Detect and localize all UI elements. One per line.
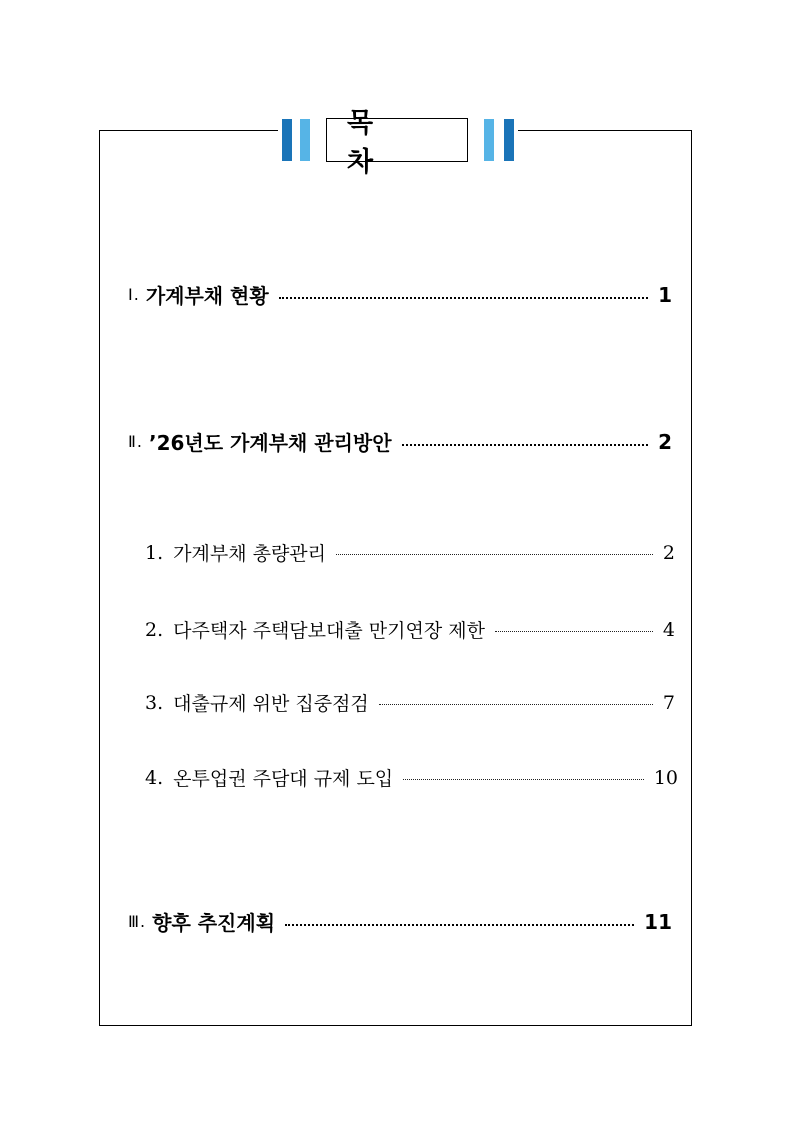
subsection-number: 3.	[145, 691, 164, 714]
subsection-page-number: 4	[662, 618, 675, 641]
title-bar-left-outer	[282, 119, 292, 161]
section-page-number: 11	[644, 909, 672, 934]
toc-title: 목 차	[326, 118, 468, 162]
title-bar-left-inner	[300, 119, 310, 161]
subsection-page-number: 10	[653, 766, 678, 789]
subsection-label: 다주택자 주택담보대출 만기연장 제한	[173, 620, 485, 642]
subsection-number: 4.	[145, 766, 164, 789]
dot-leader	[379, 704, 653, 705]
subsection-page-number: 2	[662, 541, 675, 564]
section-number: Ⅲ.	[128, 912, 147, 931]
subsection-number: 1.	[145, 541, 164, 564]
dot-leader	[279, 297, 648, 299]
section-page-number: 1	[658, 282, 672, 307]
subsection-page-number: 7	[662, 691, 675, 714]
section-number: Ⅰ.	[128, 285, 140, 304]
toc-title-banner	[278, 108, 518, 178]
subsection-label: 온투업권 주담대 규제 도입	[173, 768, 394, 790]
subsection-number: 2.	[145, 618, 164, 641]
dot-leader	[285, 924, 634, 926]
toc-subsection-2[interactable]	[145, 616, 675, 643]
title-bar-right-outer	[504, 119, 514, 161]
section-label: 향후 추진계획	[152, 911, 276, 935]
toc-subsection-4[interactable]	[145, 764, 678, 791]
section-label: ’26년도 가계부채 관리방안	[148, 431, 392, 455]
toc-section-3[interactable]	[128, 907, 672, 936]
toc-subsection-1[interactable]	[145, 539, 675, 566]
toc-section-1[interactable]	[128, 280, 672, 309]
toc-section-2[interactable]	[128, 427, 672, 456]
dot-leader	[402, 444, 649, 446]
section-label: 가계부채 현황	[145, 284, 269, 308]
section-page-number: 2	[658, 429, 672, 454]
dot-leader	[336, 554, 653, 555]
section-number: Ⅱ.	[128, 432, 143, 451]
toc-frame	[99, 130, 692, 1026]
toc-subsection-3[interactable]	[145, 689, 675, 716]
subsection-label: 가계부채 총량관리	[173, 543, 327, 565]
dot-leader	[495, 631, 653, 632]
title-bar-right-inner	[484, 119, 494, 161]
subsection-label: 대출규제 위반 집중점검	[173, 693, 369, 715]
dot-leader	[403, 779, 644, 780]
